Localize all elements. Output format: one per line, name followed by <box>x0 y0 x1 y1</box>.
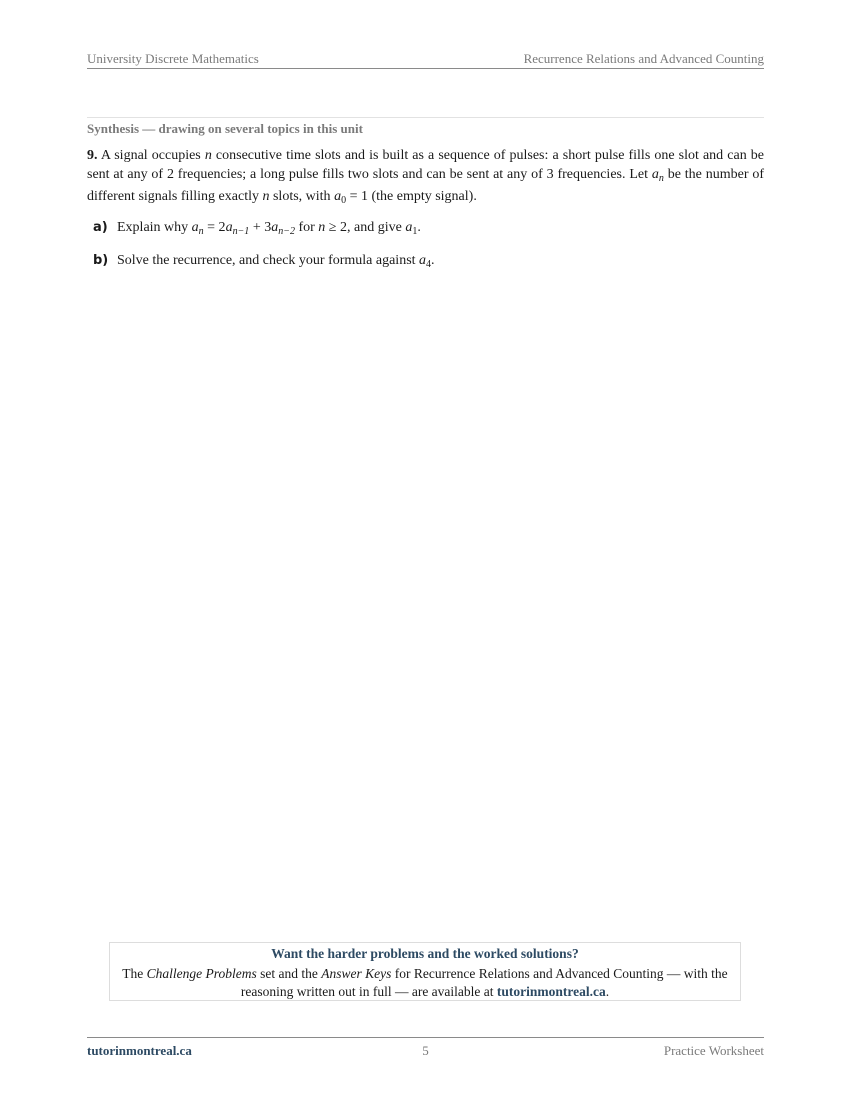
promo-link[interactable]: tutorinmontreal.ca <box>496 984 606 999</box>
math-var: a <box>334 189 342 204</box>
document-type: Practice Worksheet <box>663 1043 764 1058</box>
math-subscript: n <box>658 172 664 184</box>
stem-text: = 1 (the empty signal). <box>346 189 477 204</box>
section-title: Synthesis — drawing on several topics in this unit <box>87 121 363 136</box>
math-subscript: 4 <box>426 258 432 270</box>
challenge-problems-title: Challenge Problems <box>146 966 257 981</box>
stem-text: be the number of different signals filling exactly <box>87 166 764 204</box>
part-text: for <box>294 219 319 235</box>
promo-body <box>110 965 740 1001</box>
promo-text: . <box>605 984 610 999</box>
math-var: a <box>651 166 659 182</box>
stem-text: A signal occupies <box>97 148 205 163</box>
problem-9 <box>87 147 764 285</box>
math-var: n <box>262 189 270 204</box>
math-var: a <box>419 252 427 268</box>
promo-text: The <box>122 966 147 981</box>
footer-brand-link[interactable]: tutorinmontreal.ca <box>87 1043 192 1058</box>
stem-text: consecutive time slots and is built as a sequence of pulses: a short pulse fills one slot and can be sent at any of 2 frequencies; a long pulse fills two slots and can be sent at any of 3 frequencies. Let <box>87 148 764 182</box>
part-label: b) <box>93 252 109 268</box>
unit-title: Recurrence Relations and Advanced Counting <box>523 51 764 66</box>
course-title: University Discrete Mathematics <box>87 51 259 66</box>
stem-text: slots, with <box>269 189 335 204</box>
math-subscript: 0 <box>341 195 347 206</box>
part-text: . <box>431 252 435 268</box>
answer-keys-title: Answer Keys <box>321 966 392 981</box>
part-a <box>87 219 764 241</box>
math-subscript: n−2 <box>278 225 295 237</box>
math-var: a <box>225 219 233 235</box>
math-var: n <box>204 148 212 163</box>
promo-title: Want the harder problems and the worked solutions? <box>271 946 579 961</box>
math-var: a <box>405 219 413 235</box>
part-text: Solve the recurrence, and check your formula against <box>117 252 420 268</box>
problem-parts <box>87 219 764 274</box>
math-operator: + 3 <box>249 219 272 235</box>
math-var: a <box>271 219 279 235</box>
page-number: 5 <box>422 1043 429 1058</box>
math-subscript: 1 <box>412 225 418 237</box>
running-header <box>87 50 764 69</box>
part-text: . <box>417 219 421 235</box>
part-text: Explain why <box>117 219 192 235</box>
problem-stem <box>87 147 764 211</box>
running-footer <box>87 1037 764 1058</box>
part-b <box>87 252 764 274</box>
math-subscript: n−1 <box>232 225 250 237</box>
section-divider <box>87 117 764 118</box>
problem-number: 9. <box>87 148 98 163</box>
math-subscript: n <box>198 225 204 237</box>
math-operator: = 2 <box>203 219 226 235</box>
promo-text: set and the <box>256 966 322 981</box>
promo-box <box>109 942 741 1001</box>
promo-text: for Recurrence Relations and Advanced Counting — with the reasoning written out in full — are available at <box>240 966 728 999</box>
math-var: a <box>191 219 199 235</box>
part-label: a) <box>93 219 108 235</box>
math-var: n <box>318 219 326 235</box>
part-text: ≥ 2, and give <box>325 219 406 235</box>
